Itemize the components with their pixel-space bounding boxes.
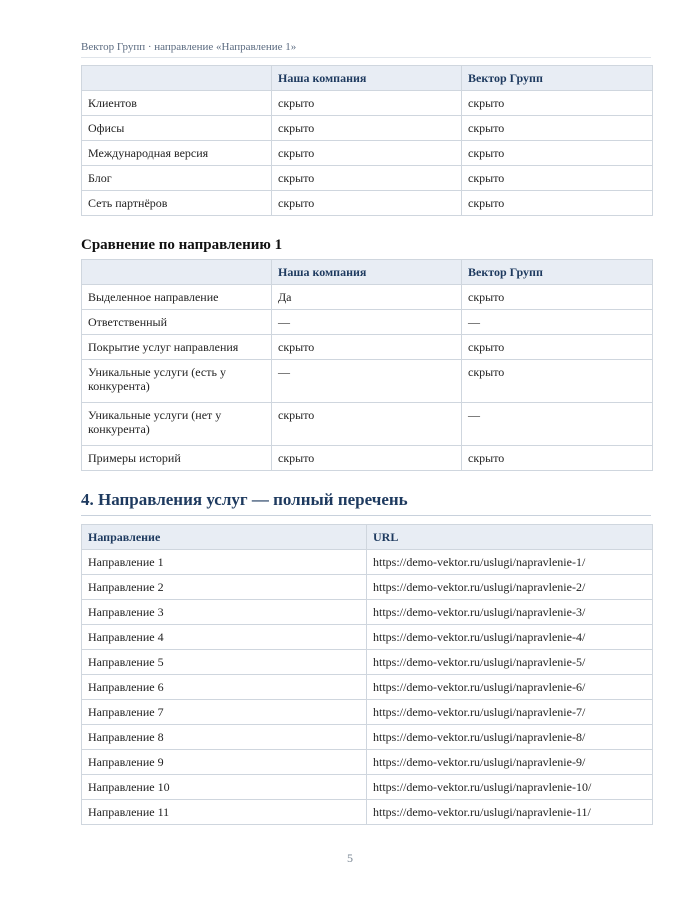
table-cell: скрыто [272,191,462,216]
direction-name: Направление 7 [82,700,367,725]
table-cell: скрыто [272,403,462,446]
table-row [82,403,653,446]
table-row [82,360,653,403]
table-row [82,285,653,310]
table-row [82,575,653,600]
direction-name: Направление 6 [82,675,367,700]
table-cell: скрыто [462,191,653,216]
row-label: Сеть партнёров [82,191,272,216]
table-row [82,550,653,575]
direction-comparison-table [81,259,653,471]
table-cell: скрыто [272,166,462,191]
direction-name: Направление 11 [82,800,367,825]
column-header [82,66,272,91]
table-row [82,700,653,725]
table-header-row [82,260,653,285]
table-row [82,335,653,360]
table-cell: — [272,360,462,403]
table-row [82,310,653,335]
table-cell: скрыто [462,360,653,403]
row-label: Уникальные услуги (есть у конкурента) [82,360,272,403]
table-header-row [82,525,653,550]
table-cell: скрыто [272,116,462,141]
direction-url: https://demo-vektor.ru/uslugi/napravlenie-7/ [367,700,653,725]
direction-url: https://demo-vektor.ru/uslugi/napravlenie-8/ [367,725,653,750]
summary-table [81,65,653,216]
direction-name: Направление 1 [82,550,367,575]
direction-name: Направление 2 [82,575,367,600]
table-cell: скрыто [462,141,653,166]
page-number: 5 [347,851,353,865]
table-cell: скрыто [462,446,653,471]
table-row [82,750,653,775]
column-header: Наша компания [272,260,462,285]
table-cell: скрыто [462,335,653,360]
direction-name: Направление 9 [82,750,367,775]
table-row [82,650,653,675]
direction-url: https://demo-vektor.ru/uslugi/napravlenie-9/ [367,750,653,775]
table-cell: Да [272,285,462,310]
direction-name: Направление 8 [82,725,367,750]
table-cell: скрыто [462,116,653,141]
direction-url: https://demo-vektor.ru/uslugi/napravlenie-11/ [367,800,653,825]
table-cell: скрыто [462,285,653,310]
table-row [82,775,653,800]
table-header-row [82,66,653,91]
running-header: Вектор Групп · направление «Направление 1» [81,41,651,58]
table-row [82,191,653,216]
table-cell: скрыто [462,166,653,191]
column-header: URL [367,525,653,550]
table-row [82,116,653,141]
service-directions-table [81,524,653,825]
direction-url: https://demo-vektor.ru/uslugi/napravlenie-4/ [367,625,653,650]
table-cell: скрыто [272,141,462,166]
table-row [82,600,653,625]
table-cell: скрыто [272,91,462,116]
row-label: Блог [82,166,272,191]
row-label: Примеры историй [82,446,272,471]
direction-url: https://demo-vektor.ru/uslugi/napravlenie-1/ [367,550,653,575]
table-row [82,446,653,471]
row-label: Клиентов [82,91,272,116]
table-cell: скрыто [462,91,653,116]
column-header: Наша компания [272,66,462,91]
column-header: Направление [82,525,367,550]
direction-name: Направление 3 [82,600,367,625]
table-row [82,625,653,650]
table-cell: — [462,310,653,335]
section-title: 4. Направления услуг — полный перечень [81,490,651,516]
column-header: Вектор Групп [462,66,653,91]
table-cell: скрыто [272,335,462,360]
row-label: Ответственный [82,310,272,335]
row-label: Международная версия [82,141,272,166]
row-label: Офисы [82,116,272,141]
column-header: Вектор Групп [462,260,653,285]
direction-url: https://demo-vektor.ru/uslugi/napravlenie-2/ [367,575,653,600]
table-cell: скрыто [272,446,462,471]
column-header [82,260,272,285]
table-row [82,725,653,750]
table-cell: — [462,403,653,446]
direction-name: Направление 10 [82,775,367,800]
direction-url: https://demo-vektor.ru/uslugi/napravlenie-10/ [367,775,653,800]
subsection-title: Сравнение по направлению 1 [81,237,283,253]
direction-url: https://demo-vektor.ru/uslugi/napravlenie-3/ [367,600,653,625]
row-label: Уникальные услуги (нет у конкурента) [82,403,272,446]
table-row [82,166,653,191]
table-cell: — [272,310,462,335]
direction-url: https://demo-vektor.ru/uslugi/napravlenie-6/ [367,675,653,700]
row-label: Покрытие услуг направления [82,335,272,360]
table-row [82,91,653,116]
direction-url: https://demo-vektor.ru/uslugi/napravlenie-5/ [367,650,653,675]
table-row [82,675,653,700]
direction-name: Направление 5 [82,650,367,675]
table-row [82,141,653,166]
row-label: Выделенное направление [82,285,272,310]
table-row [82,800,653,825]
direction-name: Направление 4 [82,625,367,650]
